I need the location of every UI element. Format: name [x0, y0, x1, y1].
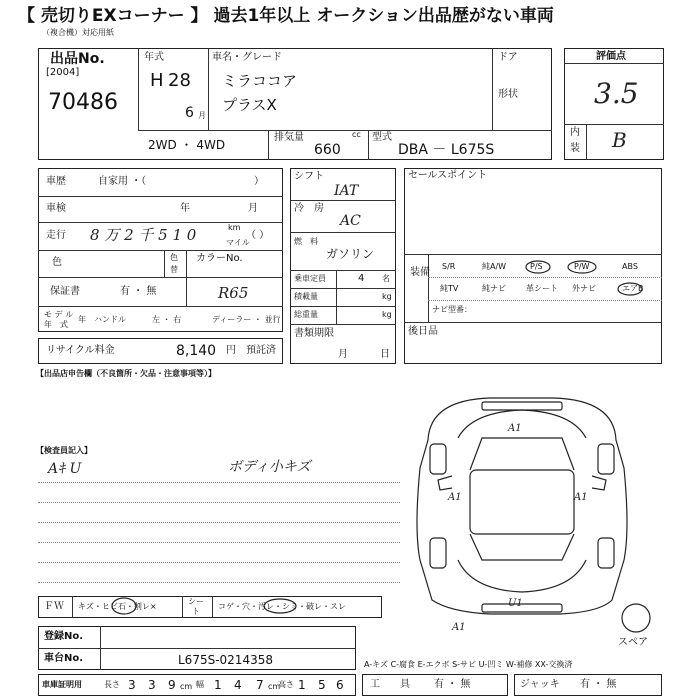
equipment-label: 装備: [410, 267, 430, 278]
navi-model-label: ナビ型番：: [432, 305, 472, 314]
tools-value: 有 ・ 無: [434, 679, 471, 690]
score-value: 3.5: [594, 77, 639, 110]
warranty-label: 保証書: [50, 286, 80, 297]
chassis-value: L675S-0214358: [178, 653, 273, 667]
equip-aftermarket-navi: 外ナビ: [572, 284, 596, 293]
mileage-label: 走行: [46, 230, 66, 241]
inspector-note-2: ボディ小キズ: [228, 459, 311, 475]
width-label: 幅: [196, 680, 204, 689]
seat-label-top: シー: [188, 597, 204, 606]
history-close: ）: [254, 176, 264, 187]
model-year-label-top: モ デ ル: [44, 310, 74, 319]
inspector-label: 【検査員記入】: [36, 446, 92, 455]
equip-airbag: エアB: [622, 284, 644, 293]
equip-navi: 純ナビ: [482, 284, 506, 293]
fuel-value: ガソリン: [326, 247, 375, 261]
damage-mark-hood: A1: [508, 423, 522, 434]
lot-number: 70486: [48, 90, 118, 115]
fw-options: キズ・ヒビ石・割レ×: [78, 602, 157, 611]
tools-label: 工 具: [370, 679, 410, 690]
banner-title: 【 売切りEXコーナー 】 過去1年以上 オークション出品歴がない車両: [18, 6, 554, 26]
type-label: 型式: [372, 132, 392, 143]
recycle-label: リサイクル料金: [46, 345, 115, 356]
handle-value: 左 ・ 右: [152, 315, 182, 324]
lot-label: 出品No.: [50, 51, 105, 67]
recycle-unit: 円: [226, 345, 236, 356]
load-unit: kg: [382, 292, 392, 301]
seat-label-bottom: ト: [192, 607, 200, 616]
type-value: DBA － L675S: [398, 142, 495, 158]
load-label: 積載量: [294, 292, 318, 301]
warranty-value: 有 ・ 無: [120, 286, 157, 297]
color-no-label: カラーNo.: [196, 253, 243, 264]
model-year-unit: 年: [78, 315, 86, 324]
year-era: H: [150, 70, 164, 91]
length-unit: cm: [180, 682, 193, 691]
color-no-value: R65: [218, 284, 249, 302]
handle-label: ハンドル: [94, 315, 126, 324]
equip-leather-seat: 革シート: [526, 284, 558, 293]
shape-label: 形状: [498, 89, 518, 100]
width-digit-1: 1: [214, 678, 222, 692]
year-month: 6: [185, 105, 194, 121]
inspection-year: 年: [180, 203, 190, 214]
equip-power-steering: P/S: [530, 262, 543, 271]
exhibitor-note-label: 【出品店申告欄（不良箇所・欠品・注意事項等）】: [36, 369, 216, 378]
door-label: ドア: [498, 52, 518, 63]
capacity-value: 4: [358, 273, 365, 284]
shift-label: シフト: [294, 171, 324, 182]
model-year-label-bottom: 年 式: [44, 320, 68, 329]
lot-year-stamp: [2004]: [46, 67, 80, 78]
equip-tv: 純TV: [440, 284, 459, 293]
seat-options: コゲ・穴・汚レ・シミ・破レ・スレ: [218, 602, 346, 611]
mileage-unit-km: km: [228, 223, 241, 232]
model-label: 車名・グレード: [212, 52, 282, 63]
weight-label: 総重量: [294, 310, 318, 319]
interior-value: B: [612, 128, 627, 152]
length-digit-2: 3: [148, 678, 156, 692]
height-digit-2: 5: [318, 678, 326, 692]
color-change-top: 色: [170, 253, 178, 262]
mileage-value: 8 万 2 千 5 1 0: [90, 226, 197, 244]
aircon-value: AC: [340, 213, 361, 229]
displacement-unit: cc: [352, 130, 361, 139]
history-value: 自家用 ・（: [98, 176, 147, 187]
height-label: 高さ: [278, 680, 294, 689]
cert-label: 車庫証明用: [42, 680, 82, 689]
spare-label: スペア: [618, 637, 648, 648]
reg-no-label: 登録No.: [44, 631, 84, 642]
shift-value: IAT: [334, 183, 359, 199]
capacity-unit: 名: [382, 274, 390, 283]
weight-unit: kg: [382, 310, 392, 319]
mileage-note: （ ）: [246, 230, 270, 241]
recycle-status: 預託済: [246, 345, 276, 356]
fw-label: ＦＷ: [44, 601, 64, 612]
score-label: 評価点: [596, 51, 626, 62]
dealer-label: ディーラー ・ 並行: [212, 315, 281, 324]
width-unit: cm: [268, 682, 281, 691]
color-label: 色: [52, 257, 62, 268]
equip-sunroof: S/R: [442, 262, 456, 271]
recycle-value: 8,140: [176, 343, 217, 359]
year-month-unit: 月: [198, 111, 206, 120]
width-digit-2: 4: [234, 678, 242, 692]
height-digit-3: 6: [336, 678, 344, 692]
after-items-label: 後日品: [408, 326, 438, 337]
length-digit-3: 9: [168, 678, 176, 692]
sales-point-label: セールスポイント: [408, 170, 488, 181]
height-digit-1: 1: [298, 678, 306, 692]
inspection-label: 車検: [46, 203, 66, 214]
mileage-unit-mile: マイル: [226, 238, 250, 247]
jack-label: ジャッキ: [520, 679, 560, 690]
equip-power-window: P/W: [574, 262, 590, 271]
chassis-label: 車台No.: [44, 653, 84, 664]
displacement-label: 排気量: [274, 132, 304, 143]
equip-abs: ABS: [622, 262, 638, 271]
interior-label-bottom: 装: [570, 143, 580, 154]
registration-period-day: 日: [380, 349, 390, 360]
damage-mark-left: A1: [448, 492, 462, 503]
inspector-note-1: Aｷ U: [48, 461, 82, 477]
damage-legend: A-キズ C-腐食 E-エクボ S-サビ U-凹ミ W-補修 XX-交換済: [364, 660, 573, 669]
length-label: 長さ: [104, 680, 120, 689]
damage-mark-right: A1: [574, 492, 588, 503]
fuel-label: 燃 料: [294, 237, 318, 246]
damage-mark-rear-left: A1: [452, 622, 466, 633]
interior-label-top: 内: [570, 127, 580, 138]
sub-header: （複合機）対応用紙: [42, 28, 114, 37]
length-digit-1: 3: [128, 678, 136, 692]
damage-mark-rear: U1: [508, 598, 523, 609]
registration-period-label: 書類期限: [294, 328, 334, 339]
inspection-month: 月: [248, 203, 258, 214]
history-label: 車歴: [46, 176, 66, 187]
capacity-label: 乗車定員: [294, 274, 326, 283]
aircon-label: 冷 房: [294, 203, 324, 214]
color-change-bottom: 替: [170, 265, 178, 274]
model-name: ミラココア: [222, 72, 298, 90]
year-label: 年式: [144, 52, 164, 63]
registration-period-month: 月: [338, 349, 348, 360]
model-grade: プラスX: [222, 96, 277, 114]
width-digit-3: 7: [256, 678, 264, 692]
year-value: 28: [168, 70, 191, 91]
displacement-value: 660: [314, 142, 341, 158]
jack-value: 有 ・ 無: [580, 679, 617, 690]
drive-options: 2WD ・ 4WD: [148, 138, 226, 152]
equip-alloy-wheel: 純A/W: [482, 262, 507, 271]
